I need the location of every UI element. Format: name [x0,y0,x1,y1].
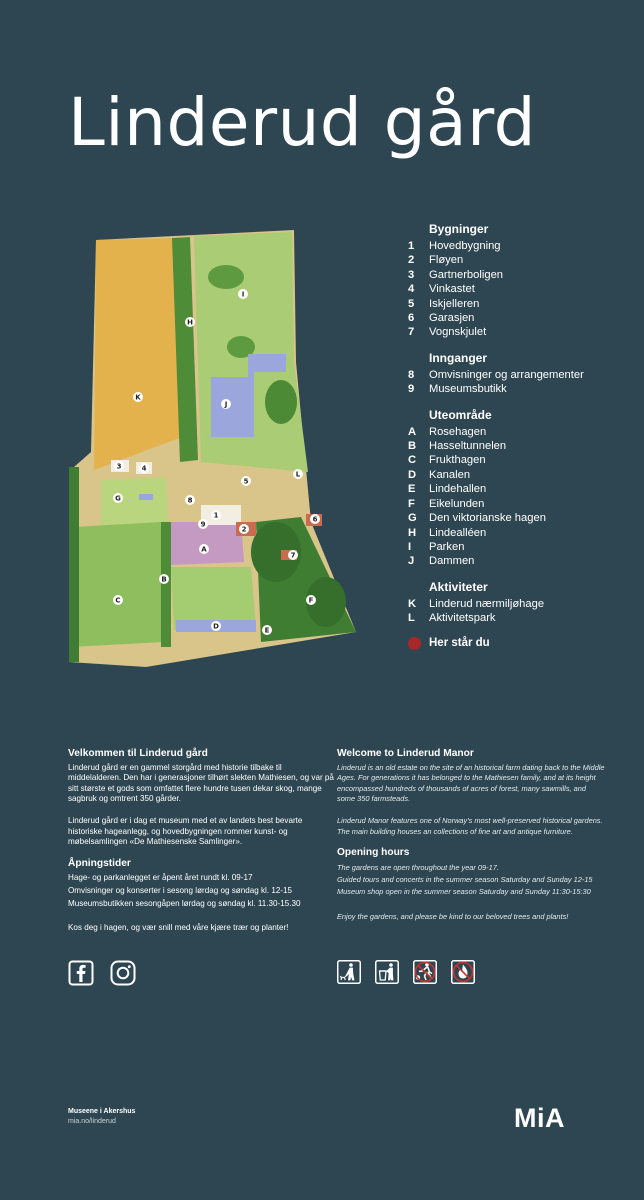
legend-key: 7 [408,326,415,339]
svg-text:4: 4 [141,464,147,473]
svg-text:K: K [135,393,141,402]
closing-text-en: Enjoy the gardens, and please be kind to our beloved trees and plants! [337,911,569,921]
you-are-here-label: Her står du [429,637,490,650]
welcome-text-en: Linderud is an old estate on the site of an historical farm dating back to the Middle Ages. For generations it has belonged to the Mathiesen family, and at its height encompassed hundreds of thousands of acres of forest, many sawmills, and some 350 farmsteads. [337,762,605,804]
website-link[interactable]: mia.no/linderud [68,1118,116,1125]
legend-label: Frukthagen [429,454,486,467]
legend-label: Linderud nærmiljøhage [429,597,545,610]
legend-label: Gartnerboligen [429,268,504,281]
legend-item [408,597,638,611]
legend-item [408,453,638,467]
map-marker-a [199,544,209,554]
social-links [68,960,136,986]
map-marker-5 [241,476,251,486]
svg-text:1: 1 [213,511,219,520]
welcome-text-no: Linderud gård er en gammel storgård med historie tilbake til middelalderen. Den har i generasjoner tilhørt slekten Mathiesen, og var på sitt største et gods som omfattet flere hundre tusen dekar skog, mange sagbruk og omtrent 350 gårder. [68,762,334,804]
instagram-icon[interactable] [110,960,136,986]
estate-map [66,222,366,672]
svg-text:A: A [201,545,207,554]
svg-text:2: 2 [241,525,247,534]
hours-line: Omvisninger og konserter i sesong lørdag og søndag kl. 12-15 [68,885,293,895]
hours-heading-no: Åpningstider [68,857,131,869]
map-marker-9 [198,519,208,529]
legend-heading-buildings: Bygninger [429,222,489,236]
map-marker-k [133,392,143,402]
hours-line: Guided tours and concerts in the summer season Saturday and Sunday 12-15 [337,875,593,885]
footer-organization [68,1107,135,1127]
map-marker-6 [310,514,320,524]
svg-text:D: D [213,622,219,631]
legend-key: J [408,555,415,568]
svg-text:8: 8 [187,496,193,505]
legend-label: Dammen [429,555,475,568]
svg-text:C: C [115,596,121,605]
legend-item [408,554,638,568]
legend-item [408,511,638,525]
welcome-heading-no: Velkommen til Linderud gård [68,748,208,759]
legend-key: 4 [408,283,415,296]
legend-key: I [408,540,412,553]
hours-list-no [68,872,336,910]
legend-item [408,482,638,496]
hours-line: Museum shop open in the summer season Saturday and Sunday 11:30-15:30 [337,887,591,897]
map-marker-2 [239,524,249,534]
hours-line: Hage- og parkanlegget er åpent året rundt kl. 09-17 [68,873,253,883]
map-marker-4 [139,463,149,473]
facebook-icon[interactable] [68,960,94,986]
legend-label: Vinkastet [429,283,475,296]
legend-label: Parken [429,540,465,553]
legend-label: Hovedbygning [429,240,501,252]
map-marker-e [262,625,272,635]
legend-key: 1 [408,240,415,252]
svg-text:F: F [308,596,314,605]
map-marker-i [238,289,248,299]
legend-key: F [408,497,415,510]
legend-label: Lindehallen [429,483,487,496]
you-are-here-dot-icon [408,637,421,650]
legend-item [408,253,638,267]
legend-item [408,526,638,540]
legend-label: Hasseltunnelen [429,440,507,453]
legend-label: Kanalen [429,468,471,481]
legend-label: Vognskjulet [429,326,487,339]
legend-item [408,468,638,482]
legend-item [408,439,638,453]
map-marker-1 [211,510,221,520]
legend-item [408,268,638,282]
svg-text:6: 6 [312,515,318,524]
norwegian-info [68,749,336,934]
legend-label: Museumsbutikk [429,383,507,396]
legend-label: Iskjelleren [429,297,480,310]
legend-key: G [408,512,417,525]
legend-key: 3 [408,268,415,281]
mia-logo: MiA [514,1103,565,1133]
page-title: Linderud gård [68,84,536,161]
you-are-here [408,637,638,650]
legend-outdoor [408,408,638,569]
legend-label: Lindealléen [429,526,487,539]
map-marker-b [159,574,169,584]
no-ball-games-icon [413,960,437,984]
legend-item [408,611,638,625]
legend-item [408,382,638,396]
legend-entrances [408,351,638,397]
closing-text-no: Kos deg i hagen, og vær snill med våre kjære trær og planter! [68,923,289,933]
svg-text:L: L [295,470,301,479]
dog-leash-icon [337,960,361,984]
legend-item [408,325,638,339]
svg-text:G: G [115,494,121,503]
svg-text:9: 9 [200,520,206,529]
legend-buildings [408,222,638,340]
welcome-heading-en: Welcome to Linderud Manor [337,748,474,759]
legend-key: H [408,526,417,539]
map-field-k [94,238,182,470]
map-orchard-c [71,522,163,647]
legend-key: 2 [408,254,415,267]
legend-label: Den viktorianske hagen [429,512,546,525]
litter-bin-icon [375,960,399,984]
legend-item [408,239,638,253]
legend-label: Eikelunden [429,497,485,510]
no-fire-icon [451,960,475,984]
svg-text:3: 3 [116,462,122,471]
map-marker-d [211,621,221,631]
park-rules [337,960,475,984]
museum-text-en: Linderud Manor features one of Norway's most well-preserved historical gardens. The main building houses an collections of fine art and antique furniture. [337,815,603,836]
legend-activities [408,580,638,626]
museum-text-no: Linderud gård er i dag et museum med et av landets best bevarte historiske hageanlegg, og hovedbygningen rommer kunst- og møbelsamlingen «De Mathiesenske Samlinger». [68,815,303,847]
legend-item [408,497,638,511]
map-marker-c [113,595,123,605]
map-marker-7 [288,550,298,560]
legend-key: 9 [408,383,415,396]
legend-item [408,540,638,554]
svg-text:I: I [241,290,245,299]
map-rose-garden [171,522,244,565]
hours-line: The gardens are open throughout the year 09-17. [337,862,499,872]
hours-list-en [337,862,605,899]
legend-item [408,311,638,325]
organization-name: Museene i Akershus [68,1108,136,1115]
legend-item [408,368,638,382]
legend-key: 5 [408,297,415,310]
legend-key: D [408,468,417,481]
legend-heading-entrances: Innganger [429,350,488,365]
legend-heading-outdoor: Uteområde [429,407,492,422]
legend-key: L [408,612,415,625]
svg-text:H: H [187,318,193,327]
svg-text:E: E [264,626,270,635]
legend-key: E [408,483,416,496]
map-marker-l [293,469,303,479]
legend-label: Aktivitetspark [429,612,496,625]
legend-heading-activities: Aktiviteter [429,579,488,594]
legend-key: K [408,597,417,610]
map-marker-j [221,399,231,409]
legend-key: 8 [408,368,415,381]
legend-key: A [408,425,417,438]
legend-label: Fløyen [429,254,464,267]
svg-text:J: J [224,400,228,409]
map-marker-f [306,595,316,605]
legend-item [408,297,638,311]
map-marker-8 [185,495,195,505]
legend-key: B [408,440,417,453]
svg-text:7: 7 [290,551,296,560]
map-garden-g [101,477,168,525]
legend-label: Omvisninger og arrangementer [429,368,584,381]
english-info [337,749,605,922]
map-marker-3 [114,461,124,471]
legend-label: Rosehagen [429,425,487,438]
hours-heading-en: Opening hours [337,847,410,859]
map-legend [408,222,638,650]
svg-text:B: B [161,575,167,584]
legend-label: Garasjen [429,312,475,325]
legend-item [408,425,638,439]
legend-key: 6 [408,312,415,325]
legend-item [408,282,638,296]
hours-line: Museumsbutikken sesongåpen lørdag og søndag kl. 11.30-15.30 [68,898,301,908]
map-marker-h [185,317,195,327]
svg-text:5: 5 [243,477,249,486]
legend-key: C [408,454,417,467]
map-marker-g [113,493,123,503]
